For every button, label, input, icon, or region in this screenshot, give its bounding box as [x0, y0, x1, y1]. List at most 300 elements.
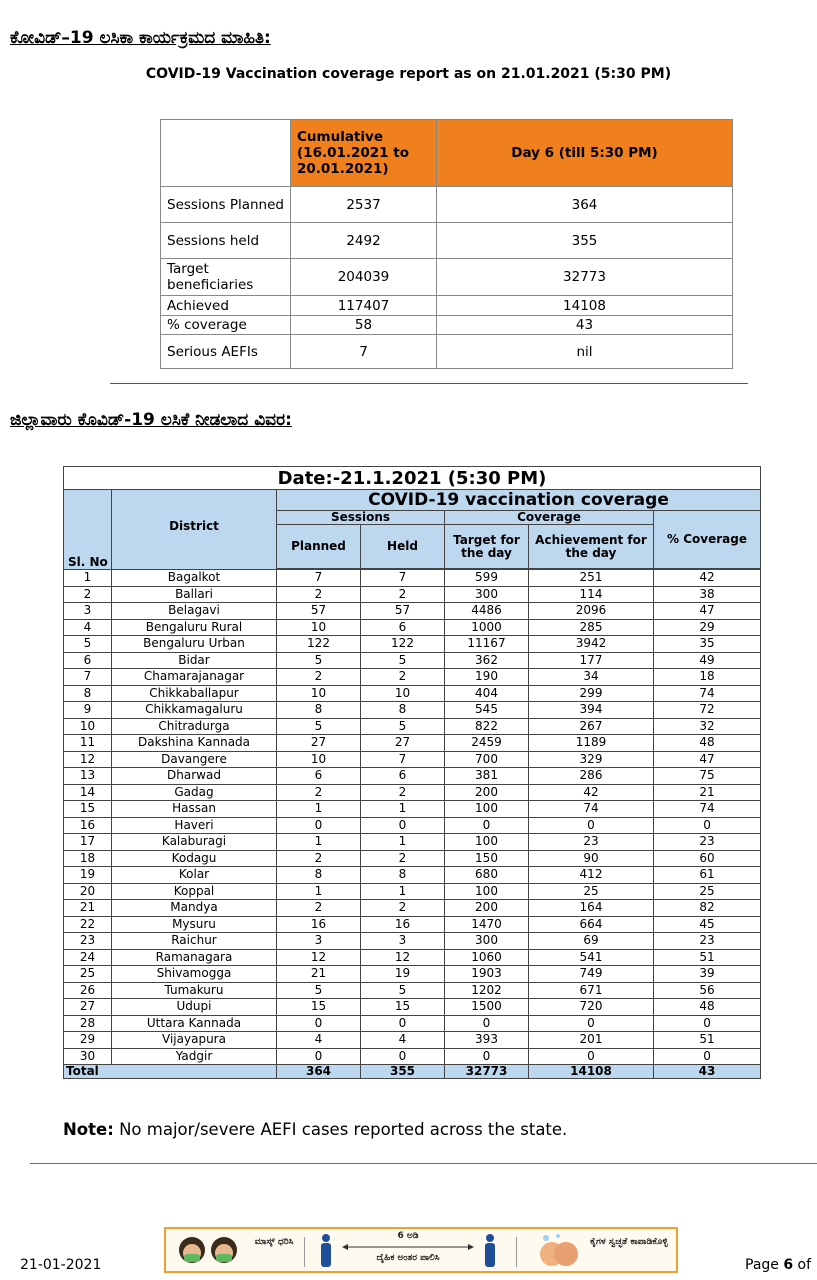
- table-row: [64, 933, 761, 950]
- cell-slno: 30: [64, 1048, 112, 1065]
- cell-achievement: 299: [529, 685, 654, 702]
- cell-target: 700: [445, 751, 529, 768]
- banner-divider: [516, 1237, 517, 1267]
- cell-target: 1000: [445, 619, 529, 636]
- banner-hygiene-text: ಕೈಗಳ ಸ್ವಚ್ಛತೆ ಕಾಪಾಡಿಕೊಳ್ಳಿ: [590, 1237, 668, 1247]
- cell-pct: 32: [654, 718, 761, 735]
- header-held: Held: [361, 525, 445, 569]
- table-row: [64, 1015, 761, 1032]
- summary-header-cumulative: Cumulative (16.01.2021 to 20.01.2021): [291, 120, 437, 187]
- cell-planned: 7: [277, 570, 361, 587]
- cell-held: 16: [361, 916, 445, 933]
- cell-planned: 0: [277, 817, 361, 834]
- table-row: [64, 735, 761, 752]
- summary-row: [161, 259, 733, 296]
- cell-slno: 6: [64, 652, 112, 669]
- table-row: [64, 949, 761, 966]
- table-row: [64, 883, 761, 900]
- table-row: [64, 867, 761, 884]
- summary-row-label: % coverage: [161, 316, 291, 335]
- table-row: [64, 801, 761, 818]
- cell-planned: 6: [277, 768, 361, 785]
- summary-row: [161, 296, 733, 316]
- cell-slno: 2: [64, 586, 112, 603]
- cell-achievement: 664: [529, 916, 654, 933]
- cell-district: Mysuru: [112, 916, 277, 933]
- table-row: [64, 751, 761, 768]
- cell-pct: 48: [654, 735, 761, 752]
- cell-slno: 9: [64, 702, 112, 719]
- cell-held: 1: [361, 834, 445, 851]
- cell-pct: 47: [654, 751, 761, 768]
- cell-pct: 18: [654, 669, 761, 686]
- cell-pct: 29: [654, 619, 761, 636]
- summary-cumulative-value: 204039: [291, 259, 437, 296]
- cell-held: 4: [361, 1032, 445, 1049]
- total-row: [64, 1065, 761, 1079]
- cell-pct: 74: [654, 801, 761, 818]
- cell-pct: 25: [654, 883, 761, 900]
- cell-target: 190: [445, 669, 529, 686]
- summary-cumulative-value: 7: [291, 335, 437, 369]
- cell-planned: 0: [277, 1048, 361, 1065]
- summary-day-value: 355: [437, 223, 733, 259]
- cell-pct: 56: [654, 982, 761, 999]
- cell-pct: 51: [654, 1032, 761, 1049]
- cell-achievement: 114: [529, 586, 654, 603]
- header-district: District: [112, 490, 277, 570]
- cell-district: Hassan: [112, 801, 277, 818]
- table-row: [64, 570, 761, 587]
- cell-planned: 2: [277, 850, 361, 867]
- cell-slno: 28: [64, 1015, 112, 1032]
- cell-held: 10: [361, 685, 445, 702]
- cell-achievement: 720: [529, 999, 654, 1016]
- cell-slno: 25: [64, 966, 112, 983]
- cell-slno: 8: [64, 685, 112, 702]
- cell-planned: 8: [277, 702, 361, 719]
- cell-achievement: 251: [529, 570, 654, 587]
- cell-achievement: 267: [529, 718, 654, 735]
- cell-held: 2: [361, 850, 445, 867]
- cell-pct: 39: [654, 966, 761, 983]
- footer-divider: [30, 1163, 817, 1164]
- cell-target: 100: [445, 883, 529, 900]
- person-icon: [316, 1233, 336, 1269]
- section-divider: [110, 383, 748, 384]
- cell-held: 1: [361, 801, 445, 818]
- cell-pct: 82: [654, 900, 761, 917]
- cell-planned: 5: [277, 652, 361, 669]
- table-row: [64, 784, 761, 801]
- cell-district: Tumakuru: [112, 982, 277, 999]
- cell-planned: 10: [277, 619, 361, 636]
- cell-planned: 27: [277, 735, 361, 752]
- cell-held: 12: [361, 949, 445, 966]
- cell-achievement: 1189: [529, 735, 654, 752]
- cell-pct: 0: [654, 1048, 761, 1065]
- summary-row: [161, 316, 733, 335]
- cell-held: 0: [361, 1048, 445, 1065]
- summary-row-label: Target beneficiaries: [161, 259, 291, 296]
- cell-slno: 24: [64, 949, 112, 966]
- cell-planned: 57: [277, 603, 361, 620]
- summary-row: [161, 223, 733, 259]
- cell-achievement: 412: [529, 867, 654, 884]
- cell-planned: 15: [277, 999, 361, 1016]
- covid-advisory-banner: [164, 1227, 678, 1273]
- cell-district: Ramanagara: [112, 949, 277, 966]
- cell-planned: 8: [277, 867, 361, 884]
- cell-achievement: 0: [529, 1048, 654, 1065]
- cell-achievement: 69: [529, 933, 654, 950]
- cell-slno: 22: [64, 916, 112, 933]
- page-number: [745, 1257, 811, 1273]
- cell-slno: 16: [64, 817, 112, 834]
- cell-held: 122: [361, 636, 445, 653]
- cell-held: 57: [361, 603, 445, 620]
- cell-held: 0: [361, 1015, 445, 1032]
- cell-target: 393: [445, 1032, 529, 1049]
- summary-table: [160, 119, 733, 369]
- cell-target: 200: [445, 784, 529, 801]
- summary-cumulative-value: 117407: [291, 296, 437, 316]
- cell-slno: 19: [64, 867, 112, 884]
- cell-district: Udupi: [112, 999, 277, 1016]
- note-label: Note:: [63, 1120, 114, 1139]
- hand-wash-icon: [534, 1232, 584, 1270]
- table-title: COVID-19 vaccination coverage: [277, 490, 761, 511]
- cell-achievement: 164: [529, 900, 654, 917]
- table-row: [64, 603, 761, 620]
- cell-slno: 10: [64, 718, 112, 735]
- cell-target: 100: [445, 834, 529, 851]
- table-row: [64, 900, 761, 917]
- cell-district: Kolar: [112, 867, 277, 884]
- report-title: COVID-19 Vaccination coverage report as on 21.01.2021 (5:30 PM): [145, 66, 672, 82]
- cell-pct: 23: [654, 834, 761, 851]
- summary-row: [161, 335, 733, 369]
- cell-pct: 42: [654, 570, 761, 587]
- header-coverage: Coverage: [445, 511, 654, 525]
- cell-planned: 2: [277, 784, 361, 801]
- masked-faces-icon: [172, 1233, 252, 1269]
- cell-achievement: 201: [529, 1032, 654, 1049]
- cell-pct: 49: [654, 652, 761, 669]
- cell-held: 7: [361, 570, 445, 587]
- banner-mask-text: ಮಾಸ್ಕ್ ಧರಿಸಿ: [254, 1237, 294, 1247]
- cell-planned: 2: [277, 669, 361, 686]
- cell-planned: 2: [277, 586, 361, 603]
- cell-pct: 75: [654, 768, 761, 785]
- summary-cumulative-value: 2492: [291, 223, 437, 259]
- cell-target: 1500: [445, 999, 529, 1016]
- cell-district: Mandya: [112, 900, 277, 917]
- cell-district: Bengaluru Urban: [112, 636, 277, 653]
- page-number-value: 6: [783, 1257, 794, 1273]
- cell-achievement: 0: [529, 1015, 654, 1032]
- summary-day-value: 32773: [437, 259, 733, 296]
- cell-planned: 1: [277, 883, 361, 900]
- table-row: [64, 652, 761, 669]
- cell-pct: 0: [654, 817, 761, 834]
- cell-held: 15: [361, 999, 445, 1016]
- cell-target: 599: [445, 570, 529, 587]
- table-row: [64, 817, 761, 834]
- cell-achievement: 285: [529, 619, 654, 636]
- cell-district: Dharwad: [112, 768, 277, 785]
- cell-pct: 48: [654, 999, 761, 1016]
- cell-achievement: 749: [529, 966, 654, 983]
- header-achievement: Achievement for the day: [529, 525, 654, 569]
- total-target: 32773: [445, 1065, 529, 1079]
- cell-achievement: 2096: [529, 603, 654, 620]
- table-date: Date:-21.1.2021 (5:30 PM): [64, 467, 761, 490]
- summary-cumulative-value: 2537: [291, 187, 437, 223]
- cell-held: 6: [361, 619, 445, 636]
- summary-cumulative-value: 58: [291, 316, 437, 335]
- cell-district: Dakshina Kannada: [112, 735, 277, 752]
- cell-pct: 74: [654, 685, 761, 702]
- cell-planned: 4: [277, 1032, 361, 1049]
- cell-slno: 11: [64, 735, 112, 752]
- cell-pct: 45: [654, 916, 761, 933]
- cell-held: 5: [361, 718, 445, 735]
- cell-planned: 16: [277, 916, 361, 933]
- cell-district: Uttara Kannada: [112, 1015, 277, 1032]
- cell-achievement: 671: [529, 982, 654, 999]
- cell-held: 7: [361, 751, 445, 768]
- banner-distance-value: 6 ಅಡಿ: [397, 1231, 419, 1241]
- table-row: [64, 718, 761, 735]
- cell-target: 362: [445, 652, 529, 669]
- cell-planned: 0: [277, 1015, 361, 1032]
- cell-slno: 5: [64, 636, 112, 653]
- cell-pct: 23: [654, 933, 761, 950]
- table-row: [64, 834, 761, 851]
- person-icon: [480, 1233, 500, 1269]
- cell-achievement: 329: [529, 751, 654, 768]
- table-row: [64, 619, 761, 636]
- header-sessions: Sessions: [277, 511, 445, 525]
- cell-slno: 17: [64, 834, 112, 851]
- total-pct: 43: [654, 1065, 761, 1079]
- cell-achievement: 74: [529, 801, 654, 818]
- table-row: [64, 702, 761, 719]
- cell-district: Koppal: [112, 883, 277, 900]
- cell-district: Bagalkot: [112, 570, 277, 587]
- cell-slno: 26: [64, 982, 112, 999]
- cell-pct: 61: [654, 867, 761, 884]
- summary-day-value: 14108: [437, 296, 733, 316]
- table-row: [64, 982, 761, 999]
- table-row: [64, 586, 761, 603]
- banner-divider: [304, 1237, 305, 1267]
- cell-target: 0: [445, 1048, 529, 1065]
- cell-held: 2: [361, 669, 445, 686]
- cell-target: 200: [445, 900, 529, 917]
- total-achievement: 14108: [529, 1065, 654, 1079]
- summary-row-label: Sessions held: [161, 223, 291, 259]
- cell-target: 545: [445, 702, 529, 719]
- cell-pct: 38: [654, 586, 761, 603]
- cell-held: 8: [361, 867, 445, 884]
- cell-district: Chamarajanagar: [112, 669, 277, 686]
- cell-pct: 0: [654, 1015, 761, 1032]
- cell-achievement: 23: [529, 834, 654, 851]
- summary-row-label: Sessions Planned: [161, 187, 291, 223]
- cell-held: 8: [361, 702, 445, 719]
- cell-district: Chikkaballapur: [112, 685, 277, 702]
- cell-pct: 47: [654, 603, 761, 620]
- cell-target: 150: [445, 850, 529, 867]
- summary-day-value: nil: [437, 335, 733, 369]
- table-row: [64, 1032, 761, 1049]
- cell-held: 2: [361, 586, 445, 603]
- cell-slno: 21: [64, 900, 112, 917]
- district-coverage-table: [63, 466, 761, 1079]
- cell-held: 19: [361, 966, 445, 983]
- note: [63, 1120, 567, 1139]
- summary-day-value: 364: [437, 187, 733, 223]
- cell-slno: 20: [64, 883, 112, 900]
- cell-target: 822: [445, 718, 529, 735]
- cell-achievement: 34: [529, 669, 654, 686]
- cell-district: Chikkamagaluru: [112, 702, 277, 719]
- cell-held: 5: [361, 982, 445, 999]
- table-row: [64, 966, 761, 983]
- banner-distance-text: ದೈಹಿಕ ಅಂತರ ಪಾಲಿಸಿ: [376, 1253, 440, 1263]
- cell-slno: 29: [64, 1032, 112, 1049]
- cell-planned: 1: [277, 801, 361, 818]
- cell-district: Ballari: [112, 586, 277, 603]
- total-planned: 364: [277, 1065, 361, 1079]
- summary-row: [161, 187, 733, 223]
- cell-planned: 5: [277, 718, 361, 735]
- cell-slno: 18: [64, 850, 112, 867]
- cell-pct: 60: [654, 850, 761, 867]
- cell-target: 1470: [445, 916, 529, 933]
- table-row: [64, 768, 761, 785]
- cell-slno: 15: [64, 801, 112, 818]
- cell-planned: 2: [277, 900, 361, 917]
- cell-district: Shivamogga: [112, 966, 277, 983]
- cell-achievement: 90: [529, 850, 654, 867]
- cell-slno: 13: [64, 768, 112, 785]
- note-text: No major/severe AEFI cases reported across the state.: [113, 1120, 568, 1139]
- cell-held: 3: [361, 933, 445, 950]
- cell-target: 4486: [445, 603, 529, 620]
- total-held: 355: [361, 1065, 445, 1079]
- cell-target: 300: [445, 586, 529, 603]
- cell-slno: 23: [64, 933, 112, 950]
- table-row: [64, 850, 761, 867]
- header-target: Target for the day: [445, 525, 529, 569]
- cell-pct: 21: [654, 784, 761, 801]
- cell-planned: 1: [277, 834, 361, 851]
- cell-slno: 4: [64, 619, 112, 636]
- cell-held: 1: [361, 883, 445, 900]
- cell-planned: 12: [277, 949, 361, 966]
- table-row: [64, 685, 761, 702]
- cell-target: 404: [445, 685, 529, 702]
- cell-slno: 1: [64, 570, 112, 587]
- cell-achievement: 541: [529, 949, 654, 966]
- cell-district: Kodagu: [112, 850, 277, 867]
- cell-held: 27: [361, 735, 445, 752]
- page-prefix: Page: [745, 1257, 784, 1273]
- header-pct-coverage: % Coverage: [654, 511, 761, 569]
- header-slno: Sl. No: [64, 490, 112, 570]
- kannada-heading-district: ಜಿಲ್ಲಾವಾರು ಕೊವಿಡ್-19 ಲಸಿಕೆ ನೀಡಲಾದ ವಿವರ:: [10, 410, 292, 430]
- cell-pct: 72: [654, 702, 761, 719]
- cell-target: 0: [445, 817, 529, 834]
- cell-slno: 12: [64, 751, 112, 768]
- cell-planned: 10: [277, 751, 361, 768]
- distance-arrow-icon: [342, 1243, 474, 1251]
- table-row: [64, 1048, 761, 1065]
- cell-district: Gadag: [112, 784, 277, 801]
- cell-planned: 5: [277, 982, 361, 999]
- cell-district: Haveri: [112, 817, 277, 834]
- cell-planned: 3: [277, 933, 361, 950]
- cell-planned: 122: [277, 636, 361, 653]
- cell-pct: 35: [654, 636, 761, 653]
- cell-target: 1060: [445, 949, 529, 966]
- cell-achievement: 25: [529, 883, 654, 900]
- cell-achievement: 42: [529, 784, 654, 801]
- cell-target: 300: [445, 933, 529, 950]
- summary-row-label: Achieved: [161, 296, 291, 316]
- cell-target: 1903: [445, 966, 529, 983]
- table-row: [64, 916, 761, 933]
- cell-target: 680: [445, 867, 529, 884]
- cell-district: Chitradurga: [112, 718, 277, 735]
- cell-target: 0: [445, 1015, 529, 1032]
- cell-held: 6: [361, 768, 445, 785]
- cell-held: 2: [361, 784, 445, 801]
- cell-target: 381: [445, 768, 529, 785]
- table-row: [64, 669, 761, 686]
- cell-district: Bengaluru Rural: [112, 619, 277, 636]
- page-suffix: of: [793, 1257, 812, 1273]
- cell-district: Yadgir: [112, 1048, 277, 1065]
- header-planned: Planned: [277, 525, 361, 569]
- total-label: Total: [64, 1065, 277, 1079]
- cell-held: 5: [361, 652, 445, 669]
- cell-district: Kalaburagi: [112, 834, 277, 851]
- cell-held: 0: [361, 817, 445, 834]
- cell-district: Vijayapura: [112, 1032, 277, 1049]
- cell-achievement: 177: [529, 652, 654, 669]
- cell-target: 11167: [445, 636, 529, 653]
- table-row: [64, 999, 761, 1016]
- cell-held: 2: [361, 900, 445, 917]
- cell-district: Bidar: [112, 652, 277, 669]
- kannada-heading-top: ಕೋವಿಡ್–19 ಲಸಿಕಾ ಕಾರ್ಯಕ್ರಮದ ಮಾಹಿತಿ:: [10, 28, 271, 48]
- cell-slno: 14: [64, 784, 112, 801]
- cell-pct: 51: [654, 949, 761, 966]
- summary-day-value: 43: [437, 316, 733, 335]
- table-row: [64, 636, 761, 653]
- cell-district: Raichur: [112, 933, 277, 950]
- cell-achievement: 394: [529, 702, 654, 719]
- summary-header-day: Day 6 (till 5:30 PM): [437, 120, 733, 187]
- cell-slno: 27: [64, 999, 112, 1016]
- cell-planned: 21: [277, 966, 361, 983]
- cell-district: Davangere: [112, 751, 277, 768]
- cell-slno: 3: [64, 603, 112, 620]
